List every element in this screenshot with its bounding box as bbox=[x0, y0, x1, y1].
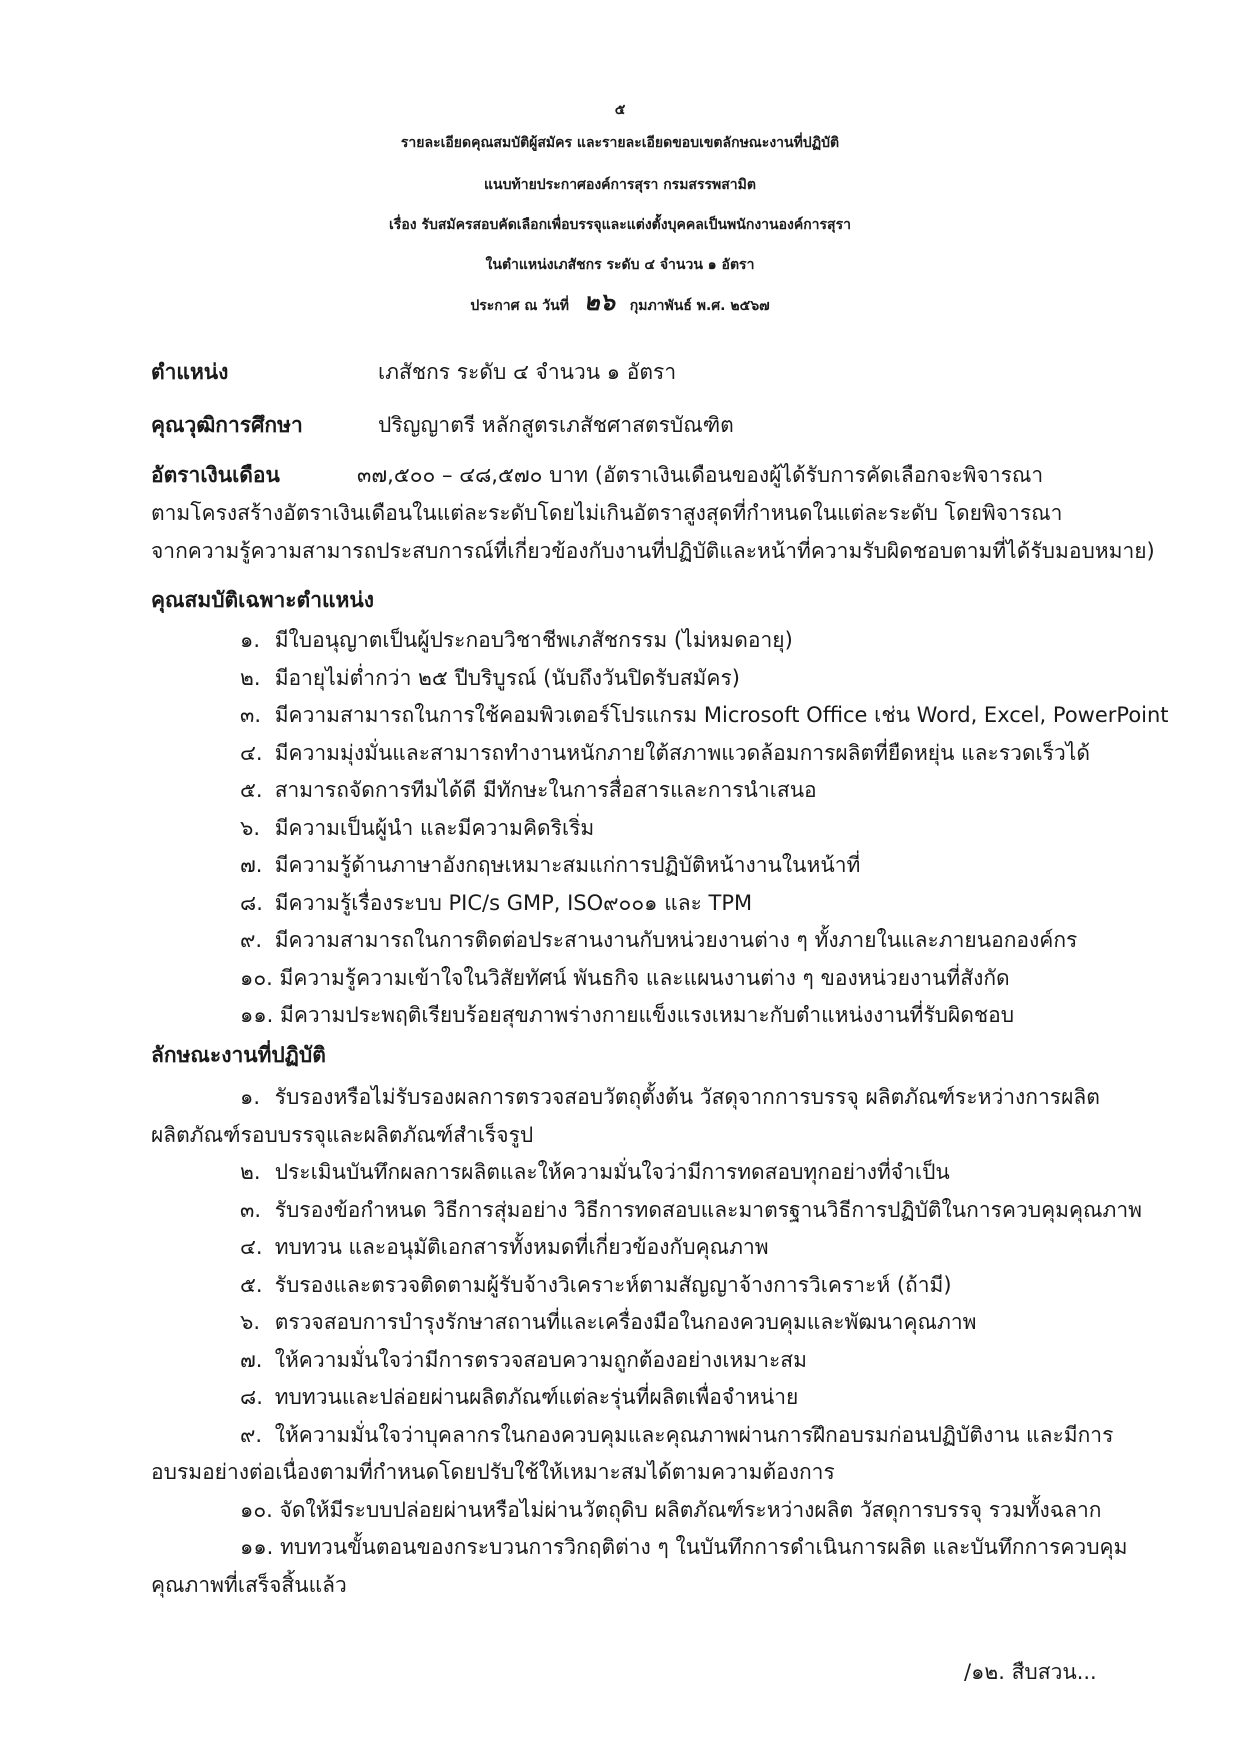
qualification-number: ๑๑. bbox=[240, 1003, 274, 1027]
duty-item bbox=[240, 1270, 952, 1300]
salary-line3: จากความรู้ความสามารถประสบการณ์ที่เกี่ยวข้องกับงานที่ปฏิบัติและหน้าที่ความรับผิดชอบตามที่ได้รับมอบหมาย) bbox=[151, 539, 1155, 563]
qualification-text: มีความรู้ความเข้าใจในวิสัยทัศน์ พันธกิจ และแผนงานต่าง ๆ ของหน่วยงานที่สังกัด bbox=[279, 966, 1010, 990]
salary-line2: ตามโครงสร้างอัตราเงินเดือนในแต่ละระดับโดยไม่เกินอัตราสูงสุดที่กำหนดในแต่ละระดับ โดยพิจารณา bbox=[151, 501, 1063, 525]
announcement-date bbox=[0, 287, 1240, 321]
qualification-number: ๔. bbox=[240, 741, 263, 765]
qualification-text: สามารถจัดการทีมได้ดี มีทักษะในการสื่อสารและการนำเสนอ bbox=[274, 778, 817, 802]
duty-text: ทบทวนและปล่อยผ่านผลิตภัณฑ์แต่ละรุ่นที่ผลิตเพื่อจำหน่าย bbox=[274, 1385, 799, 1409]
announcement-suffix: กุมภาพันธ์ พ.ศ. ๒๕๖๗ bbox=[629, 298, 770, 314]
qualification-text: มีความประพฤติเรียบร้อยสุขภาพร่างกายแข็งแรงเหมาะกับตำแหน่งงานที่รับผิดชอบ bbox=[280, 1003, 1015, 1027]
duty-text: ให้ความมั่นใจว่ามีการตรวจสอบความถูกต้องอย่างเหมาะสม bbox=[274, 1348, 807, 1372]
duty-number: ๖. bbox=[240, 1310, 261, 1334]
qualification-item bbox=[240, 850, 860, 880]
qualification-number: ๕. bbox=[240, 778, 263, 802]
position-value: เภสัชกร ระดับ ๔ จำนวน ๑ อัตรา bbox=[378, 360, 677, 384]
qualification-item bbox=[240, 813, 594, 843]
qualification-item bbox=[240, 663, 740, 693]
qualification-item bbox=[240, 963, 1010, 993]
duty-number: ๑๐. bbox=[240, 1498, 273, 1522]
qualification-text: มีความมุ่งมั่นและสามารถทำงานหนักภายใต้สภาพแวดล้อมการผลิตที่ยืดหยุ่น และรวดเร็วได้ bbox=[274, 741, 1090, 765]
duty-item bbox=[240, 1232, 769, 1262]
duty-number: ๙. bbox=[240, 1423, 263, 1447]
duty-item bbox=[240, 1382, 798, 1412]
duty-text: ทบทวนขั้นตอนของกระบวนการวิกฤติต่าง ๆ ในบันทึกการดำเนินการผลิต และบันทึกการควบคุม bbox=[280, 1535, 1128, 1559]
qualification-item bbox=[240, 775, 817, 805]
duty-number: ๘. bbox=[240, 1385, 263, 1409]
qualification-item bbox=[240, 888, 752, 918]
page-number: ๕ bbox=[614, 102, 626, 118]
duty-number: ๕. bbox=[240, 1273, 263, 1297]
duty-item bbox=[240, 1345, 807, 1375]
qualification-number: ๒. bbox=[240, 666, 261, 690]
duty-number: ๓. bbox=[240, 1198, 262, 1222]
duty-number: ๒. bbox=[240, 1160, 261, 1184]
duty-text: จัดให้มีระบบปล่อยผ่านหรือไม่ผ่านวัตถุดิบ ผลิตภัณฑ์ระหว่างผลิต วัสดุการบรรจุ รวมทั้งฉลาก bbox=[279, 1498, 1102, 1522]
duty-text: ตรวจสอบการบำรุงรักษาสถานที่และเครื่องมือในกองควบคุมและพัฒนาคุณภาพ bbox=[274, 1310, 977, 1334]
qualification-text: มีความรู้ด้านภาษาอังกฤษเหมาะสมแก่การปฏิบัติหน้างานในหน้าที่ bbox=[274, 853, 861, 877]
qualification-item bbox=[240, 625, 793, 655]
duty-item bbox=[240, 1082, 1100, 1112]
duty-text: ทบทวน และอนุมัติเอกสารทั้งหมดที่เกี่ยวข้องกับคุณภาพ bbox=[274, 1235, 769, 1259]
duty-continuation: อบรมอย่างต่อเนื่องตามที่กำหนดโดยปรับใช้ให้เหมาะสมได้ตามความต้องการ bbox=[151, 1460, 835, 1484]
duty-text: รับรองข้อกำหนด วิธีการสุ่มอย่าง วิธีการทดสอบและมาตรฐานวิธีการปฏิบัติในการควบคุมคุณภาพ bbox=[274, 1198, 1142, 1222]
qualification-number: ๑. bbox=[240, 628, 261, 652]
salary-label: อัตราเงินเดือน bbox=[151, 463, 280, 487]
duty-continuation: คุณภาพที่เสร็จสิ้นแล้ว bbox=[151, 1573, 347, 1597]
header-title-line1: รายละเอียดคุณสมบัติผู้สมัคร และรายละเอียดขอบเขตลักษณะงานที่ปฏิบัติ bbox=[400, 135, 840, 151]
header-title-line2: แนบท้ายประกาศองค์การสุรา กรมสรรพสามิต bbox=[484, 177, 756, 193]
duty-continuation: ผลิตภัณฑ์รอบบรรจุและผลิตภัณฑ์สำเร็จรูป bbox=[151, 1123, 534, 1147]
education-value: ปริญญาตรี หลักสูตรเภสัชศาสตรบัณฑิต bbox=[378, 413, 734, 437]
qualification-number: ๑๐. bbox=[240, 966, 273, 990]
duty-item bbox=[240, 1495, 1101, 1525]
qualification-item bbox=[240, 738, 1090, 768]
duty-item bbox=[240, 1157, 950, 1187]
header-title-line4: ในตำแหน่งเภสัชกร ระดับ ๔ จำนวน ๑ อัตรา bbox=[485, 257, 755, 273]
announcement-prefix: ประกาศ ณ วันที่ bbox=[470, 298, 569, 314]
duty-item bbox=[240, 1420, 1113, 1450]
duty-number: ๑. bbox=[240, 1085, 261, 1109]
duty-number: ๗. bbox=[240, 1348, 263, 1372]
duties-heading: ลักษณะงานที่ปฏิบัติ bbox=[151, 1043, 326, 1067]
qualification-text: มีใบอนุญาตเป็นผู้ประกอบวิชาชีพเภสัชกรรม (ไม่หมดอายุ) bbox=[274, 628, 793, 652]
position-label: ตำแหน่ง bbox=[151, 360, 229, 384]
qualification-number: ๘. bbox=[240, 891, 263, 915]
qualifications-heading: คุณสมบัติเฉพาะตำแหน่ง bbox=[151, 588, 374, 612]
qualification-item bbox=[240, 1000, 1014, 1030]
qualification-text: มีความสามารถในการติดต่อประสานงานกับหน่วยงานต่าง ๆ ทั้งภายในและภายนอกองค์กร bbox=[274, 928, 1078, 952]
education-label: คุณวุฒิการศึกษา bbox=[151, 413, 303, 437]
duty-text: ประเมินบันทึกผลการผลิตและให้ความมั่นใจว่ามีการทดสอบทุกอย่างที่จำเป็น bbox=[274, 1160, 950, 1184]
qualification-number: ๓. bbox=[240, 703, 262, 727]
qualification-item bbox=[240, 700, 1169, 730]
qualification-number: ๖. bbox=[240, 816, 261, 840]
duty-number: ๑๑. bbox=[240, 1535, 274, 1559]
salary-line1: ๓๗,๕๐๐ – ๔๘,๕๗๐ บาท (อัตราเงินเดือนของผู้ได้รับการคัดเลือกจะพิจารณา bbox=[357, 463, 1044, 487]
qualification-text: มีความรู้เรื่องระบบ PIC/s GMP, ISO๙๐๐๑ และ TPM bbox=[274, 891, 753, 915]
duty-text: รับรองหรือไม่รับรองผลการตรวจสอบวัตถุตั้งต้น วัสดุจากการบรรจุ ผลิตภัณฑ์ระหว่างการผลิต bbox=[274, 1085, 1100, 1109]
qualification-text: มีความเป็นผู้นำ และมีความคิดริเริ่ม bbox=[274, 816, 595, 840]
duty-text: รับรองและตรวจติดตามผู้รับจ้างวิเคราะห์ตามสัญญาจ้างการวิเคราะห์ (ถ้ามี) bbox=[274, 1273, 952, 1297]
duty-item bbox=[240, 1195, 1142, 1225]
qualification-text: มีอายุไม่ต่ำกว่า ๒๕ ปีบริบูรณ์ (นับถึงวันปิดรับสมัคร) bbox=[274, 666, 740, 690]
duty-item bbox=[240, 1532, 1127, 1562]
qualification-item bbox=[240, 925, 1077, 955]
qualification-number: ๙. bbox=[240, 928, 263, 952]
header-title-line3: เรื่อง รับสมัครสอบคัดเลือกเพื่อบรรจุและแต่งตั้งบุคคลเป็นพนักงานองค์การสุรา bbox=[389, 217, 851, 233]
announcement-day-handwritten: ๒๖ bbox=[583, 287, 615, 316]
duty-text: ให้ความมั่นใจว่าบุคลากรในกองควบคุมและคุณภาพผ่านการฝึกอบรมก่อนปฏิบัติงาน และมีการ bbox=[274, 1423, 1114, 1447]
duty-item bbox=[240, 1307, 976, 1337]
page-continuation: /๑๒. สืบสวน... bbox=[964, 1660, 1097, 1684]
qualification-number: ๗. bbox=[240, 853, 263, 877]
duty-number: ๔. bbox=[240, 1235, 263, 1259]
qualification-text: มีความสามารถในการใช้คอมพิวเตอร์โปรแกรม Microsoft Office เช่น Word, Excel, PowerPoint bbox=[274, 703, 1169, 727]
